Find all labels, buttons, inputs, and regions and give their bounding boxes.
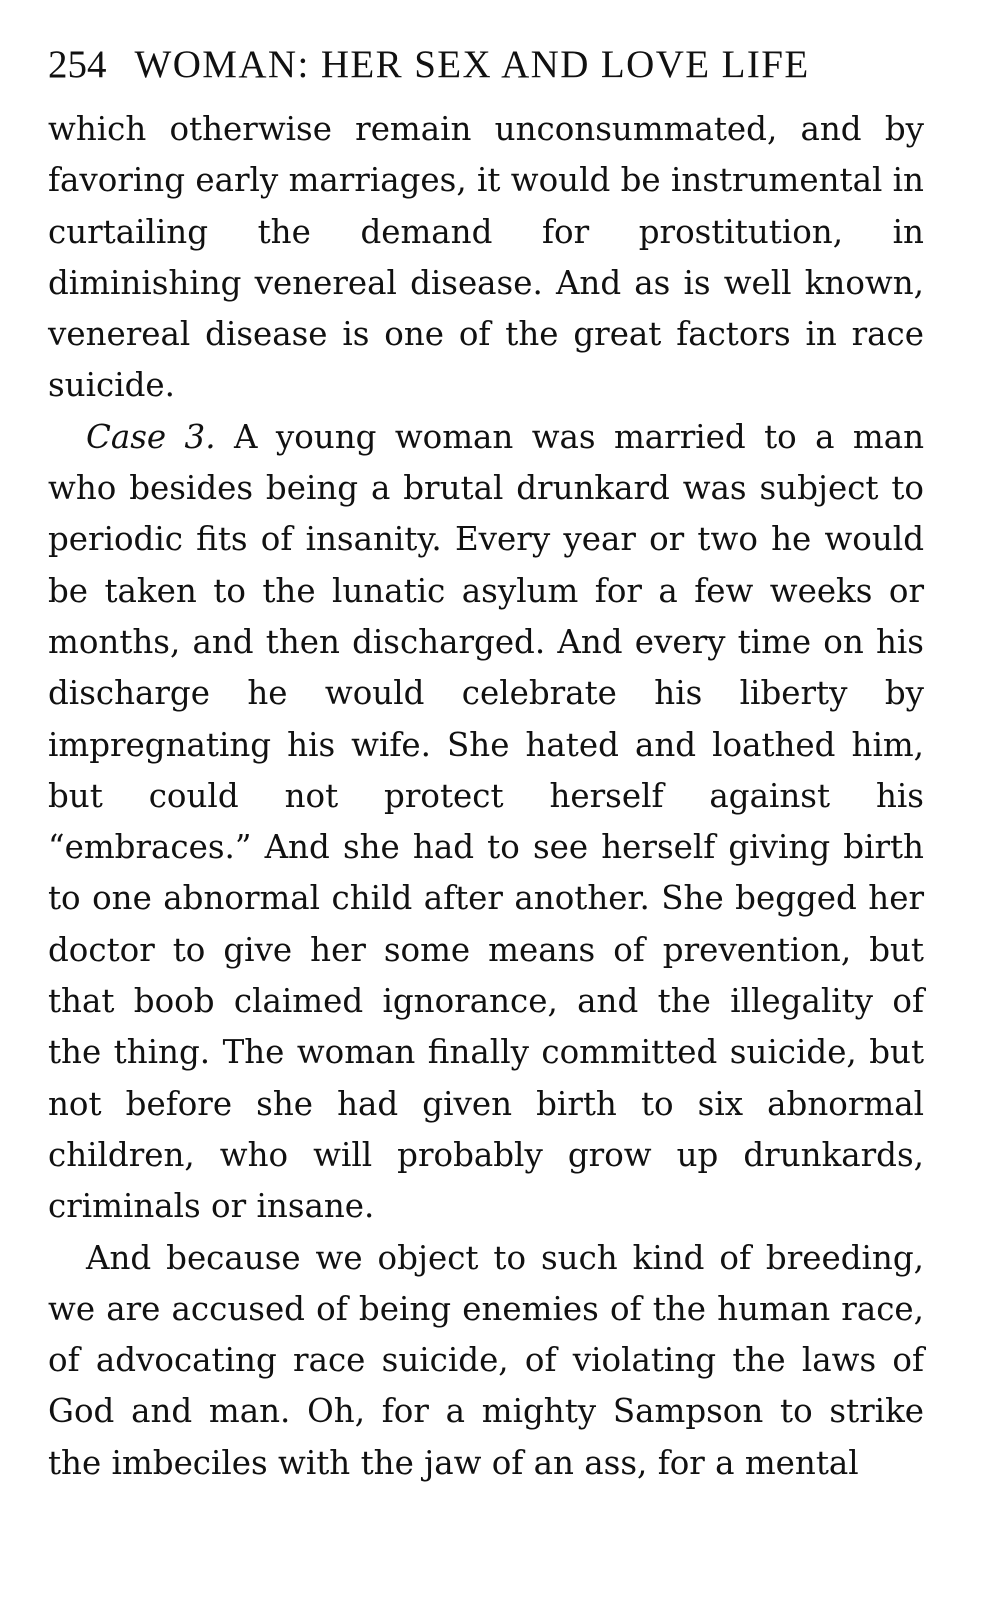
page-number: 254	[48, 43, 107, 86]
running-title: WOMAN: HER SEX AND LOVE LIFE	[134, 43, 810, 86]
page-header	[48, 42, 924, 88]
case-label: Case 3.	[86, 417, 216, 456]
paragraph-1: which otherwise remain unconsummated, and by favoring early marriages, it would be instrumental in curtailing the demand for prostitution, in diminishing venereal disease. And as is well known, venereal disease is one of the great factors in race suicide.	[48, 110, 924, 405]
book-page	[48, 42, 924, 1489]
paragraph-3: And because we object to such kind of breeding, we are accused of being enemies of the human race, of advocating race suicide, of violating the laws of God and man. Oh, for a mighty Sampson to strike the imbeciles with the jaw of an ass, for a mental	[48, 1238, 924, 1482]
case-3-text: A young woman was married to a man who besides being a brutal drunkard was subject to periodic fits of insanity. Every year or two he would be taken to the lunatic asylum for a few weeks or months, and then discharged. And every time on his discharge he would celebrate his liberty by impregnating his wife. She hated and loathed him, but could not protect herself against his “embraces.” And she had to see herself giving birth to one abnormal child after another. She begged her doctor to give her some means of prevention, but that boob claimed ignorance, and the illegality of the thing. The woman finally committed suicide, but not before she had given birth to six abnormal children, who will probably grow up drunkards, criminals or insane.	[48, 417, 924, 1226]
paragraph-case-3	[48, 412, 924, 1233]
